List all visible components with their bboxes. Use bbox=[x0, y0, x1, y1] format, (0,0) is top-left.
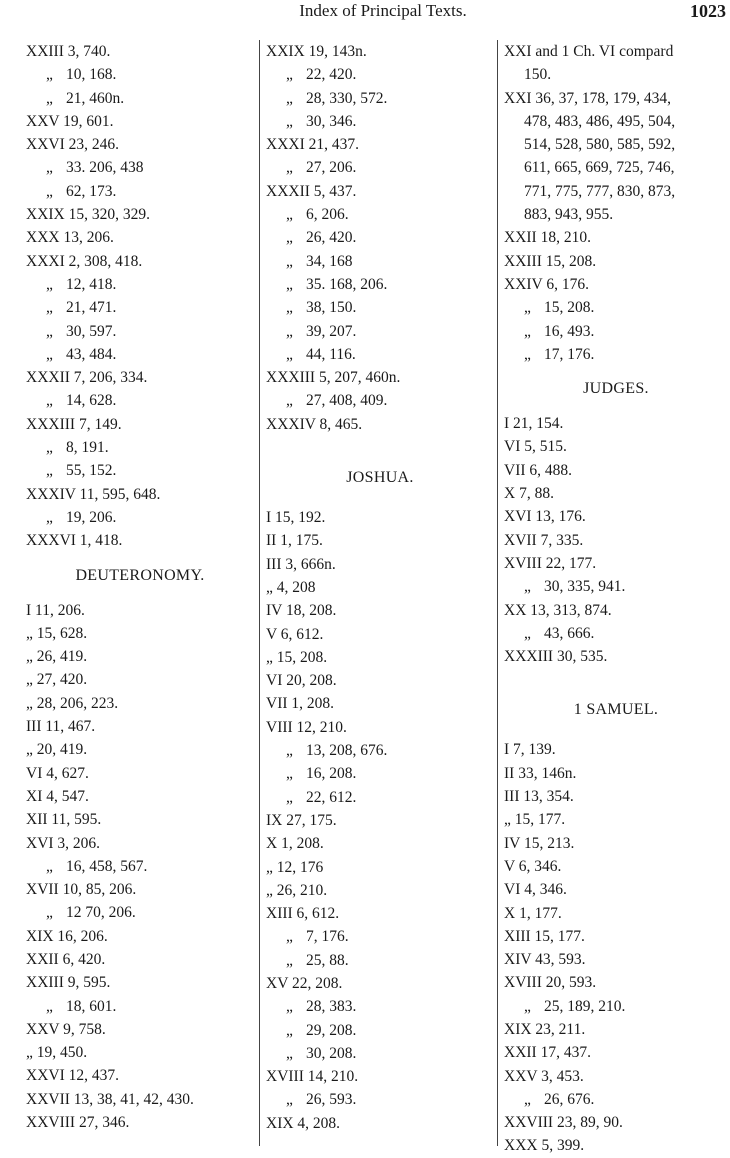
reference-text: 7, 176. bbox=[306, 928, 349, 946]
index-entry: XVII 7, 335. bbox=[504, 531, 584, 549]
ditto-mark: „ bbox=[46, 392, 53, 410]
index-entry: III 3, 666n. bbox=[266, 555, 336, 573]
ditto-mark: „ bbox=[46, 462, 53, 480]
reference-text: 883, 943, 955. bbox=[524, 206, 614, 224]
reference-text: 22, 612. bbox=[306, 788, 357, 806]
index-subentry bbox=[26, 320, 254, 343]
index-subentry bbox=[266, 156, 494, 179]
reference-text: 30, 335, 941. bbox=[544, 578, 626, 596]
index-subentry bbox=[26, 901, 254, 924]
index-subentry bbox=[266, 87, 494, 110]
index-entry: XXXIII 30, 535. bbox=[504, 648, 608, 666]
index-entry-continuation bbox=[504, 156, 728, 179]
reference-text: 33. 206, 438 bbox=[66, 159, 144, 177]
reference-text: 12 70, 206. bbox=[66, 904, 136, 922]
index-entry: XXII 17, 437. bbox=[504, 1044, 591, 1062]
ditto-mark: „ bbox=[524, 997, 531, 1015]
ditto-mark: „ bbox=[286, 66, 293, 84]
reference-text: 22, 420. bbox=[306, 66, 357, 84]
reference-text: 30, 597. bbox=[66, 322, 117, 340]
index-entry: I 7, 139. bbox=[504, 741, 556, 759]
index-entry: XXI 36, 37, 178, 179, 434, bbox=[504, 89, 672, 107]
reference-text: 10, 168. bbox=[66, 66, 117, 84]
index-subentry bbox=[266, 949, 494, 972]
ditto-mark: „ bbox=[46, 275, 53, 293]
index-subentry bbox=[504, 296, 728, 319]
index-entry-continuation bbox=[504, 63, 728, 86]
reference-text: 27, 206. bbox=[306, 159, 357, 177]
index-entry: XXXIV 11, 595, 648. bbox=[26, 485, 161, 503]
index-entry: III 13, 354. bbox=[504, 788, 574, 806]
reference-text: 150. bbox=[524, 66, 552, 84]
index-entry: II 33, 146n. bbox=[504, 764, 577, 782]
index-entry: XXIX 19, 143n. bbox=[266, 43, 367, 60]
index-subentry bbox=[266, 296, 494, 319]
index-entry: X 1, 208. bbox=[266, 835, 324, 853]
reference-text: 21, 460n. bbox=[66, 89, 125, 107]
ditto-mark: „ bbox=[46, 299, 53, 317]
ditto-mark: „ bbox=[286, 322, 293, 340]
index-column-1 bbox=[26, 40, 254, 1134]
reference-text: 62, 173. bbox=[66, 182, 117, 200]
ditto-mark: „ bbox=[46, 322, 53, 340]
ditto-mark: „ bbox=[46, 857, 53, 875]
index-entry: „ 26, 419. bbox=[26, 648, 88, 666]
reference-text: 28, 383. bbox=[306, 998, 357, 1016]
reference-text: 12, 418. bbox=[66, 275, 117, 293]
index-subentry bbox=[26, 436, 254, 459]
index-subentry bbox=[266, 110, 494, 133]
book-heading: JOSHUA. bbox=[346, 469, 414, 487]
index-entry: X 7, 88. bbox=[504, 485, 554, 503]
index-entry: XXIV 6, 176. bbox=[504, 275, 589, 293]
reference-text: 16, 458, 567. bbox=[66, 857, 148, 875]
index-subentry bbox=[26, 273, 254, 296]
reference-text: 29, 208. bbox=[306, 1021, 357, 1039]
ditto-mark: „ bbox=[524, 322, 531, 340]
reference-text: 21, 471. bbox=[66, 299, 117, 317]
index-entry-continuation bbox=[504, 133, 728, 156]
index-subentry bbox=[266, 203, 494, 226]
reference-text: 26, 593. bbox=[306, 1091, 357, 1109]
index-subentry bbox=[266, 389, 494, 412]
index-entry: IX 27, 175. bbox=[266, 811, 337, 829]
ditto-mark: „ bbox=[46, 508, 53, 526]
index-entry: XX 13, 313, 874. bbox=[504, 601, 612, 619]
reference-text: 44, 116. bbox=[306, 345, 356, 363]
reference-text: 14, 628. bbox=[66, 392, 117, 410]
index-entry: XIII 6, 612. bbox=[266, 905, 340, 923]
reference-text: 55, 152. bbox=[66, 462, 117, 480]
index-subentry bbox=[504, 995, 728, 1018]
reference-text: 6, 206. bbox=[306, 206, 349, 224]
index-subentry bbox=[26, 296, 254, 319]
index-entry: XXIII 15, 208. bbox=[504, 252, 597, 270]
index-entry: XXV 3, 453. bbox=[504, 1067, 584, 1085]
index-entry: V 6, 346. bbox=[504, 857, 562, 875]
ditto-mark: „ bbox=[286, 112, 293, 130]
index-entry: VIII 12, 210. bbox=[266, 718, 347, 736]
index-subentry bbox=[26, 855, 254, 878]
index-entry: VI 4, 346. bbox=[504, 881, 567, 899]
index-entry: VI 4, 627. bbox=[26, 764, 89, 782]
index-entry: XI 4, 547. bbox=[26, 787, 89, 805]
ditto-mark: „ bbox=[524, 578, 531, 596]
index-entry: XVIII 22, 177. bbox=[504, 554, 597, 572]
ditto-mark: „ bbox=[286, 742, 293, 760]
running-title: Index of Principal Texts. bbox=[299, 1, 467, 20]
reference-text: 28, 330, 572. bbox=[306, 89, 388, 107]
reference-text: 611, 665, 669, 725, 746, bbox=[524, 159, 675, 177]
index-entry: VI 5, 515. bbox=[504, 438, 567, 456]
index-subentry bbox=[504, 320, 728, 343]
book-heading: 1 SAMUEL. bbox=[573, 701, 659, 719]
reference-text: 30, 346. bbox=[306, 112, 357, 130]
index-entry: XIII 15, 177. bbox=[504, 927, 585, 945]
ditto-mark: „ bbox=[286, 229, 293, 247]
reference-text: 16, 208. bbox=[306, 765, 357, 783]
index-entry: XIX 16, 206. bbox=[26, 927, 108, 945]
index-entry: II 1, 175. bbox=[266, 532, 323, 550]
index-subentry bbox=[26, 506, 254, 529]
index-entry: XXXVI 1, 418. bbox=[26, 532, 123, 550]
index-subentry bbox=[266, 63, 494, 86]
index-entry: XVI 3, 206. bbox=[26, 834, 101, 852]
index-entry: XIX 4, 208. bbox=[266, 1114, 341, 1132]
ditto-mark: „ bbox=[286, 345, 293, 363]
index-subentry bbox=[26, 343, 254, 366]
reference-text: 17, 176. bbox=[544, 345, 595, 363]
index-entry: XXVII 13, 38, 41, 42, 430. bbox=[26, 1090, 194, 1108]
index-subentry bbox=[504, 343, 728, 366]
index-entry: XIX 23, 211. bbox=[504, 1020, 586, 1038]
index-entry: XV 22, 208. bbox=[266, 974, 343, 992]
ditto-mark: „ bbox=[524, 345, 531, 363]
page-number: 1023 bbox=[690, 1, 726, 21]
reference-text: 26, 676. bbox=[544, 1090, 595, 1108]
index-subentry bbox=[504, 1088, 728, 1111]
reference-text: 8, 191. bbox=[66, 439, 109, 457]
index-subentry bbox=[26, 180, 254, 203]
reference-text: 43, 666. bbox=[544, 624, 595, 642]
index-entry: XXIII 3, 740. bbox=[26, 43, 111, 60]
index-entry: „ 20, 419. bbox=[26, 741, 88, 759]
index-subentry bbox=[266, 739, 494, 762]
index-subentry bbox=[266, 226, 494, 249]
index-column-2 bbox=[266, 40, 494, 1135]
ditto-mark: „ bbox=[286, 928, 293, 946]
index-entry: VI 20, 208. bbox=[266, 672, 337, 690]
index-subentry bbox=[266, 320, 494, 343]
index-entry: I 21, 154. bbox=[504, 415, 564, 433]
index-entry: IV 18, 208. bbox=[266, 602, 337, 620]
index-entry: „ 12, 176 bbox=[266, 858, 324, 876]
index-entry: IV 15, 213. bbox=[504, 834, 575, 852]
index-entry-continuation bbox=[504, 203, 728, 226]
index-entry: XXXIII 5, 207, 460n. bbox=[266, 369, 401, 387]
ditto-mark: „ bbox=[286, 159, 293, 177]
ditto-mark: „ bbox=[286, 299, 293, 317]
index-subentry bbox=[266, 250, 494, 273]
index-entry: X 1, 177. bbox=[504, 904, 562, 922]
index-subentry bbox=[26, 87, 254, 110]
index-entry: XXX 13, 206. bbox=[26, 229, 114, 247]
ditto-mark: „ bbox=[524, 1090, 531, 1108]
index-entry: XXV 9, 758. bbox=[26, 1020, 106, 1038]
index-entry: VII 6, 488. bbox=[504, 461, 573, 479]
index-entry: „ 15, 208. bbox=[266, 648, 328, 666]
index-entry: XII 11, 595. bbox=[26, 811, 102, 829]
index-subentry bbox=[266, 925, 494, 948]
index-column-3 bbox=[504, 40, 728, 1158]
ditto-mark: „ bbox=[46, 904, 53, 922]
column-rule bbox=[259, 40, 260, 1146]
reference-text: 25, 88. bbox=[306, 951, 349, 969]
index-entry: XXXI 21, 437. bbox=[266, 136, 359, 154]
book-heading: JUDGES. bbox=[583, 380, 649, 398]
index-entry: XXVI 12, 437. bbox=[26, 1067, 119, 1085]
ditto-mark: „ bbox=[286, 1021, 293, 1039]
index-entry: III 11, 467. bbox=[26, 718, 96, 736]
index-entry: XIV 43, 593. bbox=[504, 951, 586, 969]
column-rule bbox=[497, 40, 498, 1146]
reference-text: 39, 207. bbox=[306, 322, 357, 340]
index-subentry bbox=[266, 786, 494, 809]
reference-text: 478, 483, 486, 495, 504, bbox=[524, 112, 676, 130]
ditto-mark: „ bbox=[524, 624, 531, 642]
reference-text: 25, 189, 210. bbox=[544, 997, 626, 1015]
index-subentry bbox=[266, 273, 494, 296]
index-subentry bbox=[266, 995, 494, 1018]
index-entry: I 11, 206. bbox=[26, 601, 85, 619]
index-entry: „ 19, 450. bbox=[26, 1044, 88, 1062]
ditto-mark: „ bbox=[286, 765, 293, 783]
index-entry: XXXIV 8, 465. bbox=[266, 415, 363, 433]
ditto-mark: „ bbox=[286, 206, 293, 224]
index-entry: XXVIII 27, 346. bbox=[26, 1114, 130, 1132]
index-entry: XVII 10, 85, 206. bbox=[26, 881, 137, 899]
index-entry: XXXII 7, 206, 334. bbox=[26, 369, 148, 387]
index-entry: „ 26, 210. bbox=[266, 881, 328, 899]
index-entry: XXXIII 7, 149. bbox=[26, 415, 122, 433]
index-entry: XXII 18, 210. bbox=[504, 229, 591, 247]
ditto-mark: „ bbox=[286, 275, 293, 293]
reference-text: 38, 150. bbox=[306, 299, 357, 317]
reference-text: 26, 420. bbox=[306, 229, 357, 247]
index-entry: XXII 6, 420. bbox=[26, 950, 106, 968]
index-entry: XXIX 15, 320, 329. bbox=[26, 206, 150, 224]
index-entry: „ 4, 208 bbox=[266, 578, 316, 596]
ditto-mark: „ bbox=[286, 252, 293, 270]
index-entry: XXV 19, 601. bbox=[26, 112, 114, 130]
ditto-mark: „ bbox=[524, 299, 531, 317]
ditto-mark: „ bbox=[286, 89, 293, 107]
index-entry: „ 15, 177. bbox=[504, 811, 566, 829]
ditto-mark: „ bbox=[46, 997, 53, 1015]
index-entry: XXVI 23, 246. bbox=[26, 136, 119, 154]
reference-text: 771, 775, 777, 830, 873, bbox=[524, 182, 676, 200]
reference-text: 18, 601. bbox=[66, 997, 117, 1015]
ditto-mark: „ bbox=[286, 951, 293, 969]
ditto-mark: „ bbox=[286, 788, 293, 806]
index-entry: XVIII 14, 210. bbox=[266, 1068, 359, 1086]
reference-text: 34, 168 bbox=[306, 252, 353, 270]
index-subentry bbox=[266, 762, 494, 785]
ditto-mark: „ bbox=[46, 439, 53, 457]
index-subentry bbox=[504, 622, 728, 645]
index-entry: VII 1, 208. bbox=[266, 695, 335, 713]
index-entry: XXVIII 23, 89, 90. bbox=[504, 1114, 623, 1132]
index-entry: „ 15, 628. bbox=[26, 624, 88, 642]
index-subentry bbox=[504, 575, 728, 598]
index-entry: XXIII 9, 595. bbox=[26, 974, 111, 992]
ditto-mark: „ bbox=[46, 159, 53, 177]
reference-text: 35. 168, 206. bbox=[306, 275, 388, 293]
index-subentry bbox=[266, 1019, 494, 1042]
index-subentry bbox=[26, 995, 254, 1018]
index-entry: XXXII 5, 437. bbox=[266, 182, 357, 200]
reference-text: 27, 408, 409. bbox=[306, 392, 388, 410]
ditto-mark: „ bbox=[46, 66, 53, 84]
ditto-mark: „ bbox=[286, 392, 293, 410]
index-subentry bbox=[266, 343, 494, 366]
index-entry: „ 27, 420. bbox=[26, 671, 88, 689]
index-entry: V 6, 612. bbox=[266, 625, 324, 643]
ditto-mark: „ bbox=[286, 998, 293, 1016]
index-subentry bbox=[266, 1042, 494, 1065]
reference-text: 15, 208. bbox=[544, 299, 595, 317]
index-entry: XXI and 1 Ch. VI compard bbox=[504, 43, 674, 60]
index-entry: „ 28, 206, 223. bbox=[26, 694, 119, 712]
ditto-mark: „ bbox=[46, 89, 53, 107]
index-entry: XXX 5, 399. bbox=[504, 1137, 585, 1155]
index-subentry bbox=[266, 1088, 494, 1111]
ditto-mark: „ bbox=[46, 182, 53, 200]
reference-text: 514, 528, 580, 585, 592, bbox=[524, 136, 676, 154]
index-entry-continuation bbox=[504, 180, 728, 203]
index-subentry bbox=[26, 156, 254, 179]
index-entry: XVIII 20, 593. bbox=[504, 974, 597, 992]
book-heading: DEUTERONOMY. bbox=[75, 566, 205, 584]
ditto-mark: „ bbox=[46, 345, 53, 363]
reference-text: 30, 208. bbox=[306, 1044, 357, 1062]
ditto-mark: „ bbox=[286, 1044, 293, 1062]
reference-text: 43, 484. bbox=[66, 345, 117, 363]
index-subentry bbox=[26, 459, 254, 482]
index-entry: XXXI 2, 308, 418. bbox=[26, 252, 143, 270]
index-subentry bbox=[26, 389, 254, 412]
page-header bbox=[0, 0, 730, 24]
reference-text: 16, 493. bbox=[544, 322, 595, 340]
reference-text: 19, 206. bbox=[66, 508, 117, 526]
index-entry: XVI 13, 176. bbox=[504, 508, 586, 526]
reference-text: 13, 208, 676. bbox=[306, 742, 388, 760]
index-entry: I 15, 192. bbox=[266, 509, 326, 527]
ditto-mark: „ bbox=[286, 1091, 293, 1109]
index-subentry bbox=[26, 63, 254, 86]
index-entry-continuation bbox=[504, 110, 728, 133]
